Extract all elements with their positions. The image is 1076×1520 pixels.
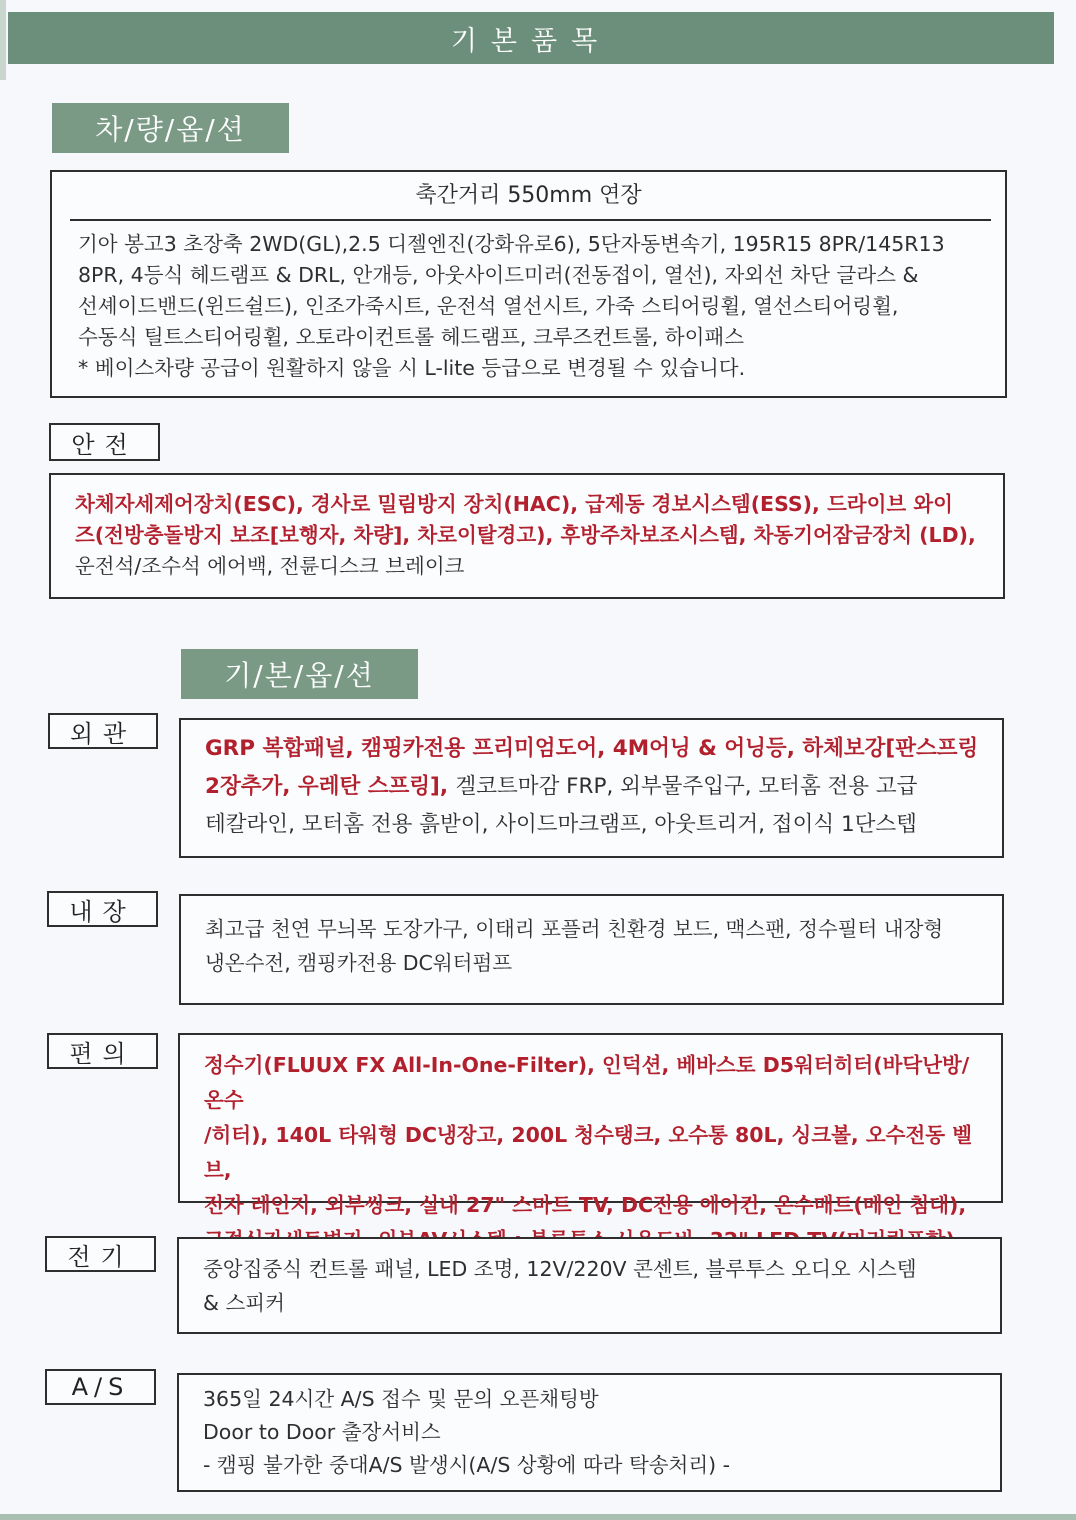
interior-line: 최고급 천연 무늬목 도장가구, 이태리 포플러 친환경 보드, 맥스팬, 정수필터 내장형 [205, 917, 944, 941]
exterior-line [205, 768, 996, 806]
electric-box [177, 1237, 1002, 1334]
basic-option-title: 기/본/옵/션 [181, 649, 418, 699]
as-line: 365일 24시간 A/S 접수 및 문의 오픈채팅방 [203, 1387, 599, 1411]
interior-box [179, 894, 1004, 1005]
safety-line: 운전석/조수석 에어백, 전륜디스크 브레이크 [75, 554, 465, 578]
safety-line: 즈(전방충돌방지 보조[보행자, 차량], 차로이탈경고), 후방주차보조시스템, 차동기어잠금장치 (LD), [75, 523, 976, 547]
interior-label: 내장 [47, 891, 158, 927]
electric-label: 전기 [45, 1236, 156, 1272]
as-line: - 캠핑 불가한 중대A/S 발생시(A/S 상황에 따라 탁송처리) - [203, 1453, 731, 1477]
convenience-line: /히터), 140L 타워형 DC냉장고, 200L 청수탱크, 오수통 80L, 싱크볼, 오수전동 벨브, [204, 1123, 972, 1182]
exterior-line: 테칼라인, 모터홈 전용 흙받이, 사이드마크램프, 아웃트리거, 접이식 1단스텝 [205, 812, 917, 837]
safety-box [49, 473, 1005, 599]
exterior-line: GRP 복합패널, 캠핑카전용 프리미엄도어, 4M어닝 & 어닝등, 하체보강[판스프링 [205, 736, 979, 761]
as-label: A/S [45, 1369, 156, 1405]
convenience-line: 전자 레인지, 외부씽크, 실내 27" 스마트 TV, DC전용 에어컨, 온수매트(메인 침대), [204, 1193, 967, 1217]
convenience-box [178, 1033, 1003, 1217]
vehicle-option-box [50, 170, 1007, 398]
as-line: Door to Door 출장서비스 [203, 1420, 441, 1444]
exterior-box [179, 718, 1004, 858]
vehicle-spec-line: 8PR, 4등식 헤드램프 & DRL, 안개등, 아웃사이드미러(전동접이, 열선), 자외선 차단 글라스 & [78, 263, 919, 287]
exterior-black-text: 겔코트마감 FRP, 외부물주입구, 모터홈 전용 고급 [455, 774, 918, 799]
electric-line: & 스피커 [203, 1291, 285, 1315]
vehicle-option-title: 차/량/옵/션 [52, 103, 289, 153]
convenience-label: 편의 [47, 1033, 158, 1069]
vehicle-spec-text [52, 221, 1005, 384]
page-edge-decoration [0, 0, 6, 80]
vehicle-spec-line: 기아 봉고3 초장축 2WD(GL),2.5 디젤엔진(강화유로6), 5단자동변속기, 195R15 8PR/145R13 [78, 232, 945, 256]
vehicle-spec-line: 선셰이드밴드(윈드쉴드), 인조가죽시트, 운전석 열선시트, 가죽 스티어링휠, 열선스티어링휠, [78, 294, 899, 318]
page-title: 기본품목 [8, 12, 1054, 64]
exterior-label: 외관 [48, 713, 158, 749]
electric-line: 중앙집중식 컨트롤 패널, LED 조명, 12V/220V 콘센트, 블루투스 오디오 시스템 [203, 1257, 917, 1281]
safety-label: 안전 [49, 423, 160, 461]
as-box [177, 1373, 1002, 1492]
page-bottom-edge [0, 1514, 1076, 1520]
wheelbase-heading: 축간거리 550mm 연장 [415, 183, 642, 208]
safety-line: 차체자세제어장치(ESC), 경사로 밀림방지 장치(HAC), 급제동 경보시스템(ESS), 드라이브 와이 [75, 492, 953, 516]
vehicle-spec-line: 수동식 틸트스티어링휠, 오토라이컨트롤 헤드램프, 크루즈컨트롤, 하이패스 [78, 325, 745, 349]
convenience-line: 정수기(FLUUX FX All-In-One-Filter), 인덕션, 베바스토 D5워터히터(바닥난방/ 온수 [204, 1053, 970, 1112]
vehicle-spec-note: * 베이스차량 공급이 원활하지 않을 시 L-lite 등급으로 변경될 수 있습니다. [78, 356, 746, 380]
exterior-red-text: 2장추가, 우레탄 스프링], [205, 774, 456, 799]
interior-line: 냉온수전, 캠핑카전용 DC워터펌프 [205, 951, 513, 975]
